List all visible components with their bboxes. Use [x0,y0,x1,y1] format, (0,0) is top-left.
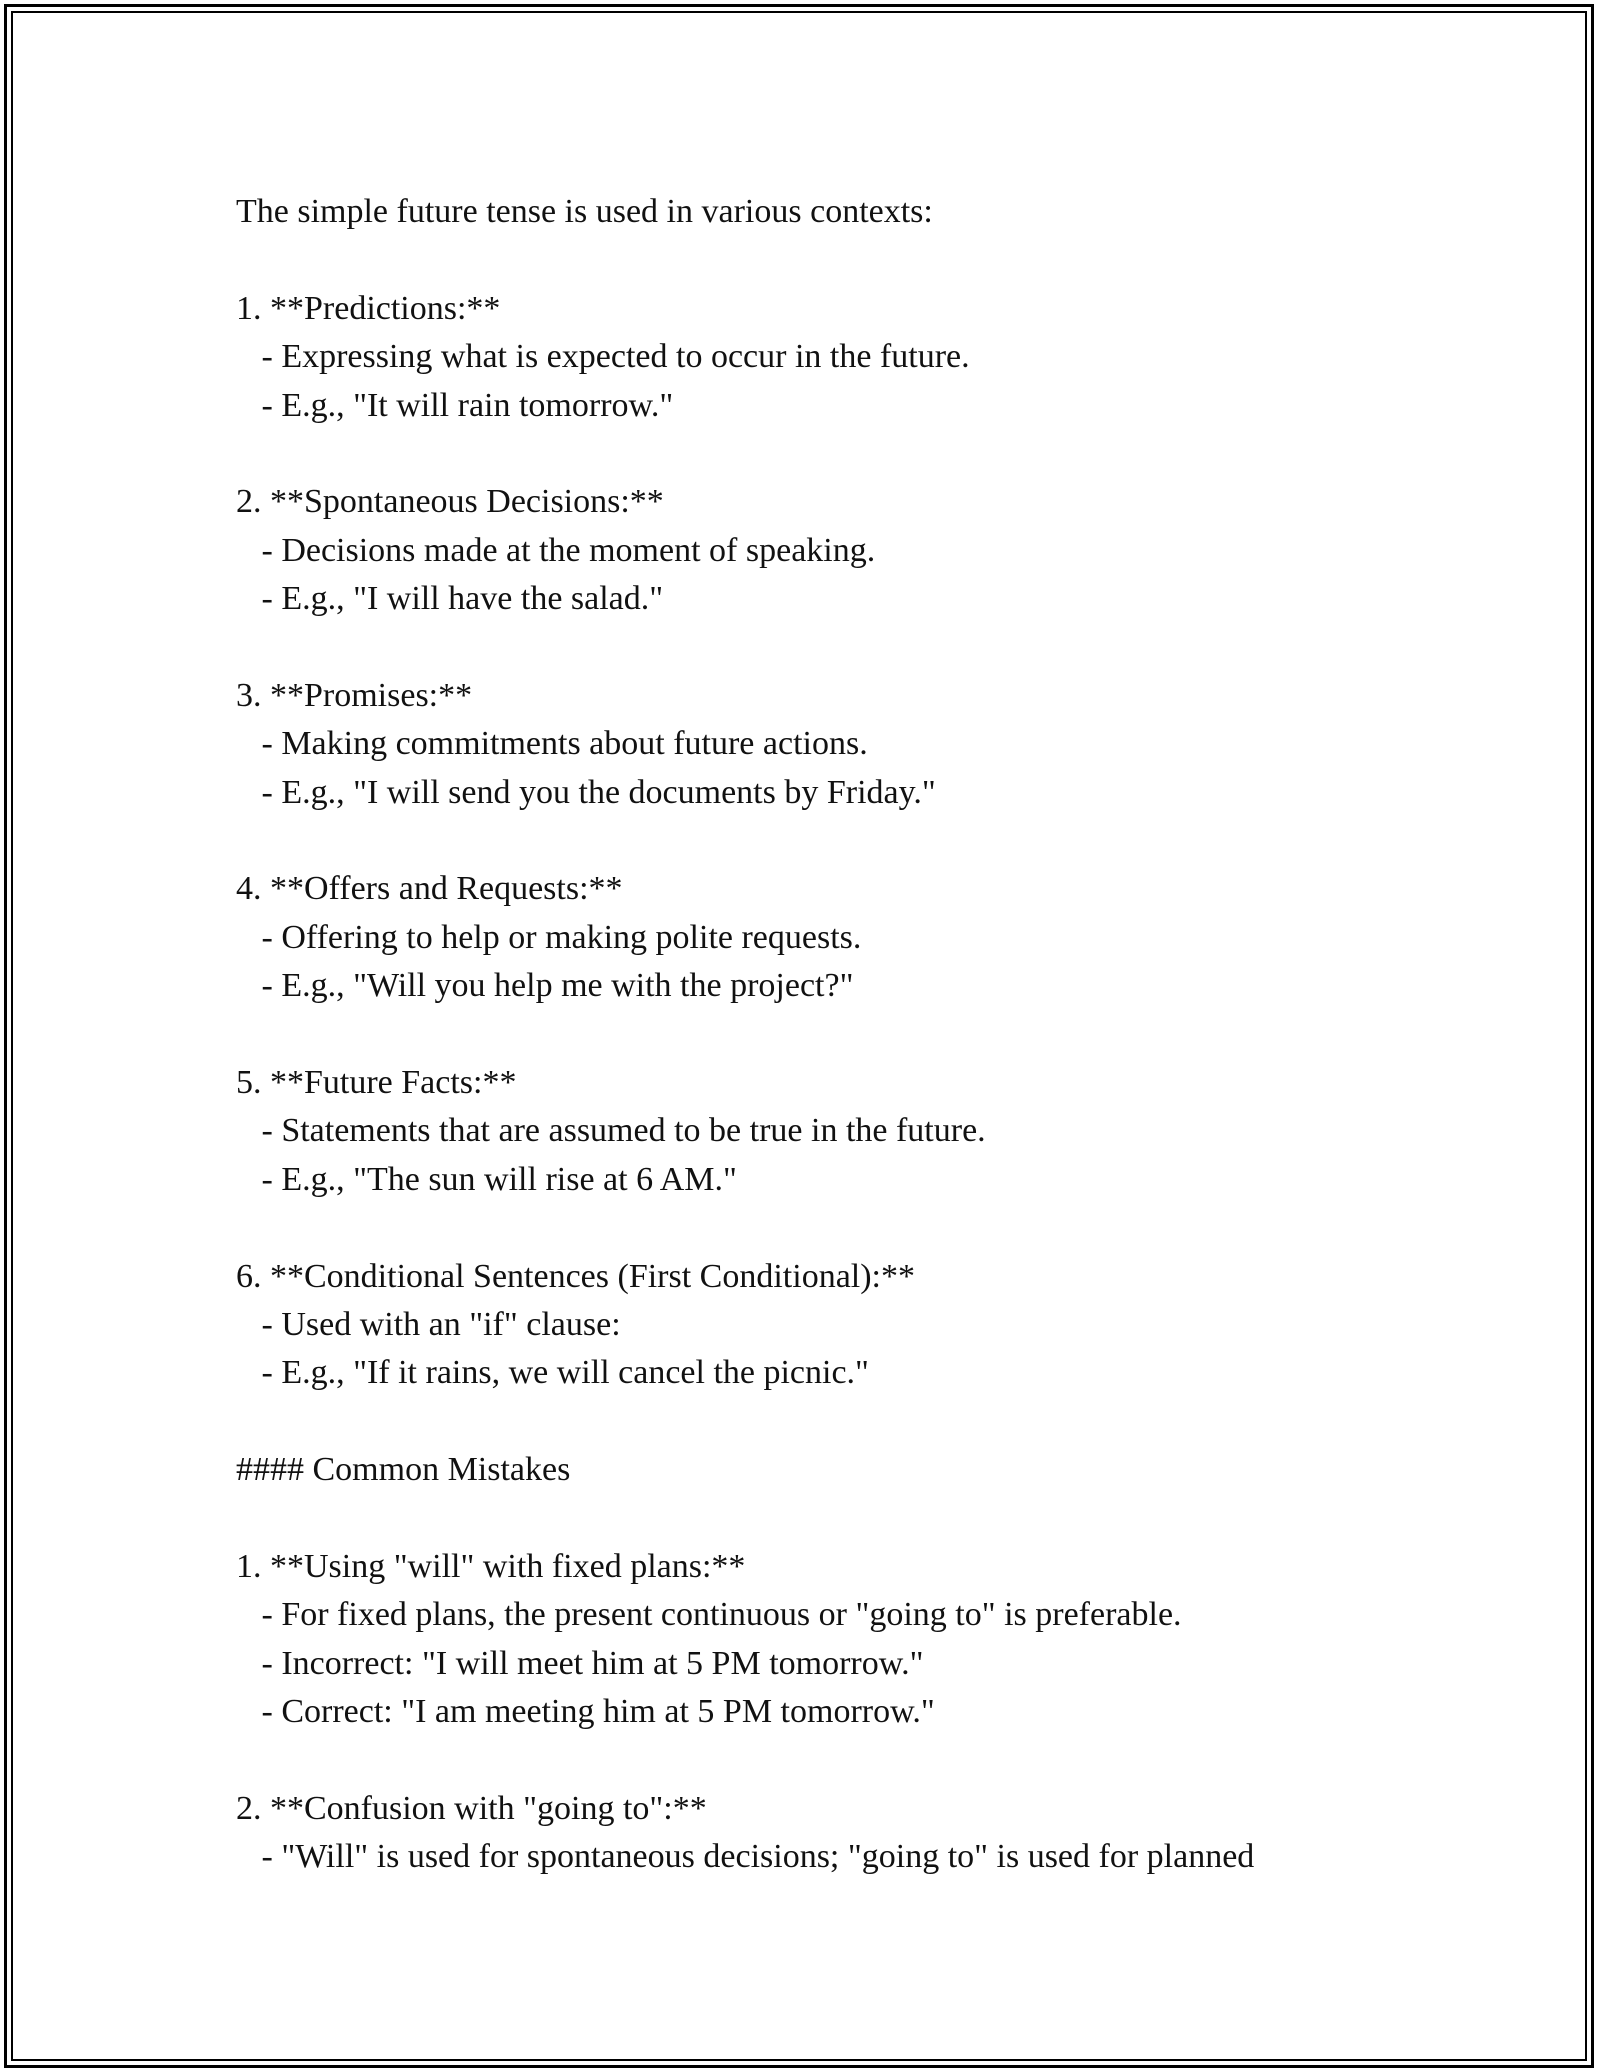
list-detail: - "Will" is used for spontaneous decisions; "going to" is used for planned [236,1838,1255,1876]
intro-line: The simple future tense is used in various contexts: [236,193,933,230]
blank-line [236,1204,1516,1252]
correct-example: - Correct: "I am meeting him at 5 PM tomorrow." [236,1693,935,1731]
list-example: - E.g., "It will rain tomorrow." [236,386,674,424]
list-detail: - Making commitments about future actions. [236,725,868,763]
list-detail: - Used with an "if" clause: [236,1305,621,1343]
blank-line [236,236,1516,284]
list-heading-predictions: 1. **Predictions:** [236,289,501,327]
blank-line [236,1737,1516,1785]
blank-line [236,1011,1516,1059]
list-example: - E.g., "Will you help me with the project?" [236,967,854,1005]
list-example: - E.g., "The sun will rise at 6 AM." [236,1160,737,1198]
list-heading-conditional: 6. **Conditional Sentences (First Conditional):** [236,1257,916,1295]
mistake-heading-fixed-plans: 1. **Using "will" with fixed plans:** [236,1547,746,1585]
list-detail: - Decisions made at the moment of speaking. [236,531,876,569]
list-example: - E.g., "I will have the salad." [236,580,664,618]
list-heading-offers-requests: 4. **Offers and Requests:** [236,870,623,908]
document-body [236,188,1516,1882]
blank-line [236,1495,1516,1543]
list-example: - E.g., "I will send you the documents by Friday." [236,773,936,811]
list-detail: - Offering to help or making polite requests. [236,918,862,956]
list-heading-future-facts: 5. **Future Facts:** [236,1064,517,1102]
blank-line [236,817,1516,865]
list-detail: - Expressing what is expected to occur in the future. [236,338,970,376]
blank-line [236,624,1516,672]
blank-line [236,430,1516,478]
mistake-heading-going-to: 2. **Confusion with "going to":** [236,1789,707,1827]
blank-line [236,1398,1516,1446]
list-heading-promises: 3. **Promises:** [236,676,473,714]
list-heading-spontaneous-decisions: 2. **Spontaneous Decisions:** [236,483,664,521]
incorrect-example: - Incorrect: "I will meet him at 5 PM tomorrow." [236,1644,924,1682]
list-detail: - Statements that are assumed to be true in the future. [236,1112,986,1150]
list-detail: - For fixed plans, the present continuous or "going to" is preferable. [236,1596,1182,1634]
section-heading-common-mistakes: #### Common Mistakes [236,1451,571,1489]
list-example: - E.g., "If it rains, we will cancel the picnic." [236,1354,869,1392]
